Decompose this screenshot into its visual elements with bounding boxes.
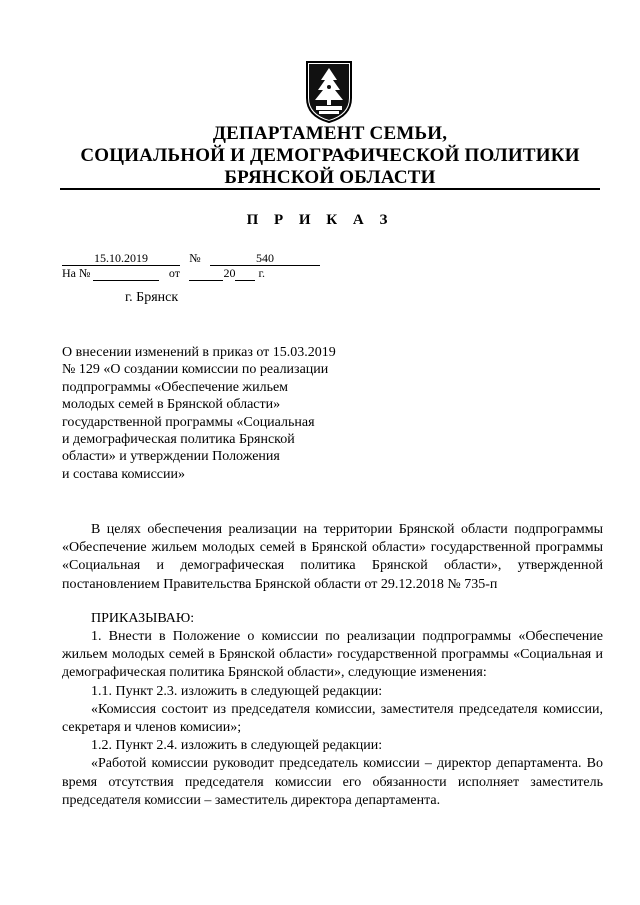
number-label: № — [189, 251, 201, 265]
org-line-3: БРЯНСКОЙ ОБЛАСТИ — [224, 167, 436, 188]
paragraph-gap — [62, 594, 603, 610]
reference-year-blank — [235, 267, 255, 281]
org-line-2: СОЦИАЛЬНОЙ И ДЕМОГРАФИЧЕСКОЙ ПОЛИТИКИ — [80, 145, 580, 166]
document-number: 540 — [210, 252, 320, 266]
reference-year-prefix: 20 — [223, 266, 236, 280]
organization-title — [60, 123, 600, 189]
reference-year-suffix: г. — [258, 266, 266, 280]
subject-line: области» и утверждении Положения — [62, 449, 280, 465]
document-meta — [62, 251, 320, 281]
bryansk-coat-of-arms-icon — [303, 58, 355, 124]
reference-number-blank — [93, 267, 159, 281]
order-word: ПРИКАЗЫВАЮ: — [91, 610, 195, 626]
subject-line: подпрограммы «Обеспечение жильем — [62, 379, 289, 395]
reference-from-label: от — [168, 266, 180, 280]
subject-line: и демографическая политика Брянской — [62, 432, 295, 448]
item-1-2: 1.2. Пункт 2.4. изложить в следующей редакции: — [91, 738, 383, 754]
subject-line: и состава комиссии» — [62, 466, 185, 482]
reference-label: На № — [62, 266, 91, 280]
reference-row — [62, 266, 320, 281]
reference-date-blank — [189, 267, 223, 281]
date-number-row — [62, 251, 320, 266]
preamble-paragraph: В целях обеспечения реализации на территории Брянской области подпрограммы «Обеспечение жильем молодых семей в Брянской области» государственной программы «Социальная и демографическая политика Брянской области», утвержденной постановлением Правительства Брянской области от 29.12.2018 № 735-п — [62, 522, 603, 592]
item-1: 1. Внести в Положение о комиссии по реализации подпрограммы «Обеспечение жильем молодых семей в Брянской области» государственной программы «Социальная и демографическая политика Брянской области», следующие изменения: — [62, 629, 603, 681]
item-1-2-text: «Работой комиссии руководит председатель комиссии – директор департамента. Во время отсутствия председателя комиссии его обязанности исполняет заместитель председателя комиссии – заместитель директора департамента. — [62, 756, 603, 808]
document-type: П Р И К А З — [246, 212, 394, 228]
item-1-1: 1.1. Пункт 2.3. изложить в следующей редакции: — [91, 683, 383, 699]
document-subject — [62, 344, 382, 483]
subject-line: № 129 «О создании комиссии по реализации — [62, 362, 329, 378]
document-body — [62, 521, 603, 810]
item-1-1-text: «Комиссия состоит из председателя комиссии, заместителя председателя комиссии, секретаря и членов комисии»; — [62, 701, 603, 736]
subject-line: государственной программы «Социальная — [62, 414, 315, 430]
org-line-1: ДЕПАРТАМЕНТ СЕМЬИ, — [212, 123, 448, 144]
header-divider — [60, 188, 600, 190]
subject-line: молодых семей в Брянской области» — [62, 397, 281, 413]
subject-line: О внесении изменений в приказ от 15.03.2019 — [62, 345, 336, 360]
city: г. Брянск — [125, 290, 179, 305]
document-date: 15.10.2019 — [62, 252, 180, 266]
